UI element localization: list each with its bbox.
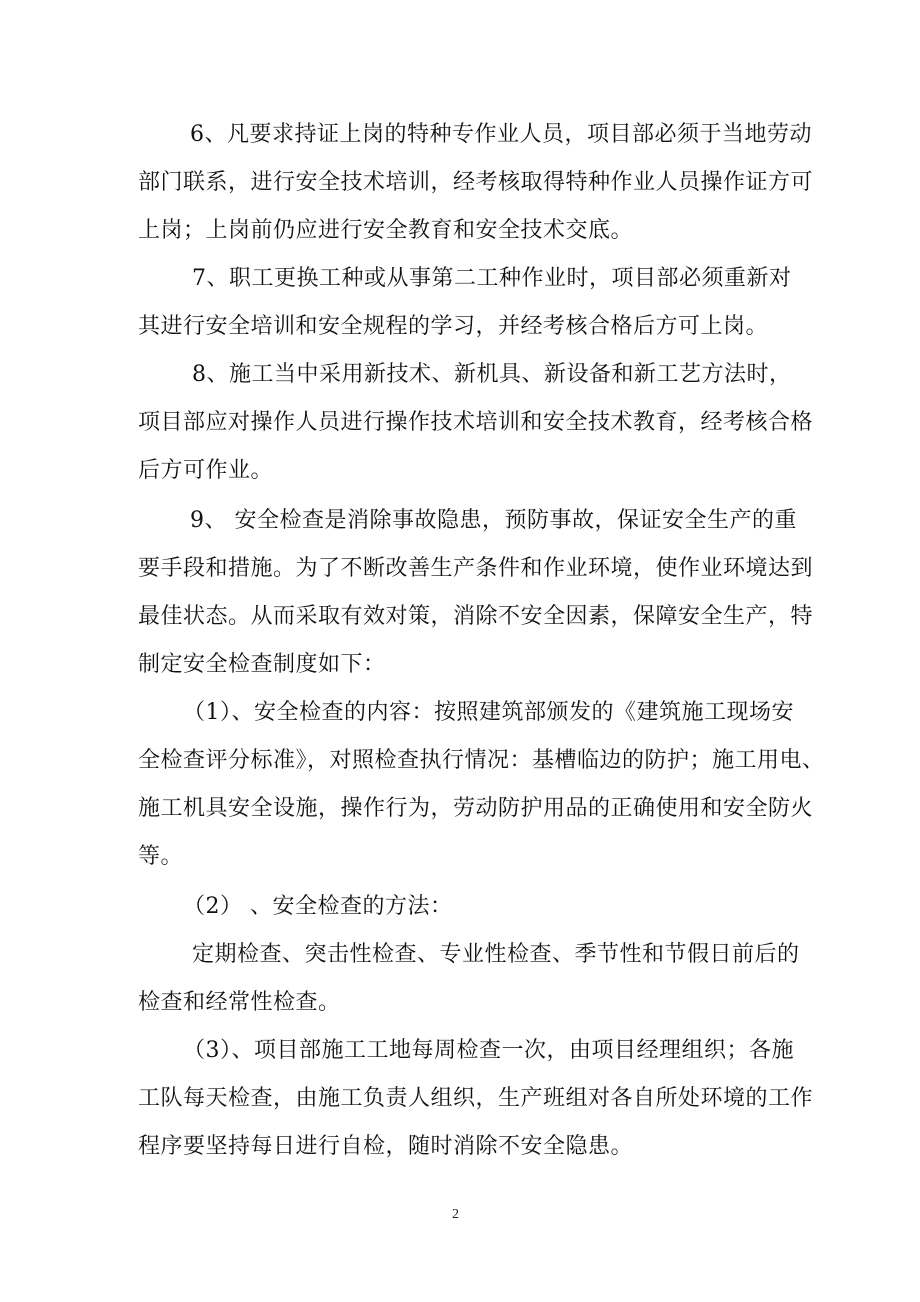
text-line: 7、职工更换工种或从事第二工种作业时，项目部必须重新对 xyxy=(192,266,792,291)
text-line: 工队每天检查，由施工负责人组织，生产班组对各自所处环境的工作 xyxy=(138,1086,814,1111)
text-line: 检查和经常性检查。 xyxy=(138,990,341,1015)
text-line: （2） 、安全检查的方法： xyxy=(183,894,453,919)
text-line: 部门联系，进行安全技术培训，经考核取得特种作业人员操作证方可 xyxy=(138,170,814,195)
text-line: 制定安全检查制度如下： xyxy=(138,652,386,677)
text-line: 上岗；上岗前仍应进行安全教育和安全技术交底。 xyxy=(138,218,634,243)
text-line: 等。 xyxy=(138,844,184,869)
text-line: 要手段和措施。为了不断改善生产条件和作业环境，使作业环境达到 xyxy=(138,556,814,581)
text-line: 项目部应对操作人员进行操作技术培训和安全技术教育，经考核合格 xyxy=(138,410,814,435)
text-line: 全检查评分标准》，对照检查执行情况：基槽临边的防护；施工用电、 xyxy=(138,748,825,773)
text-line: 其进行安全培训和安全规程的学习，并经考核合格后方可上岗。 xyxy=(138,314,769,339)
text-line: 定期检查、突击性检查、专业性检查、季节性和节假日前后的 xyxy=(192,942,800,967)
text-line: 最佳状态。从而采取有效对策，消除不安全因素，保障安全生产，特 xyxy=(138,604,814,629)
text-line: 后方可作业。 xyxy=(138,458,274,483)
text-line: 9、 安全检查是消除事故隐患，预防事故，保证安全生产的重 xyxy=(190,508,797,533)
text-line: 8、施工当中采用新技术、新机具、新设备和新工艺方法时， xyxy=(192,362,792,387)
text-line: 6、凡要求持证上岗的特种专作业人员，项目部必须于当地劳动 xyxy=(190,122,812,147)
text-line: （3）、项目部施工工地每周检查一次，由项目经理组织；各施 xyxy=(183,1038,794,1063)
text-line: 施工机具安全设施，操作行为，劳动防护用品的正确使用和安全防火 xyxy=(138,796,814,821)
page-number: 2 xyxy=(452,1207,459,1222)
text-line: 程序要坚持每日进行自检，随时消除不安全隐患。 xyxy=(138,1134,634,1159)
text-line: （1）、安全检查的内容：按照建筑部颁发的《建筑施工现场安 xyxy=(183,700,794,725)
